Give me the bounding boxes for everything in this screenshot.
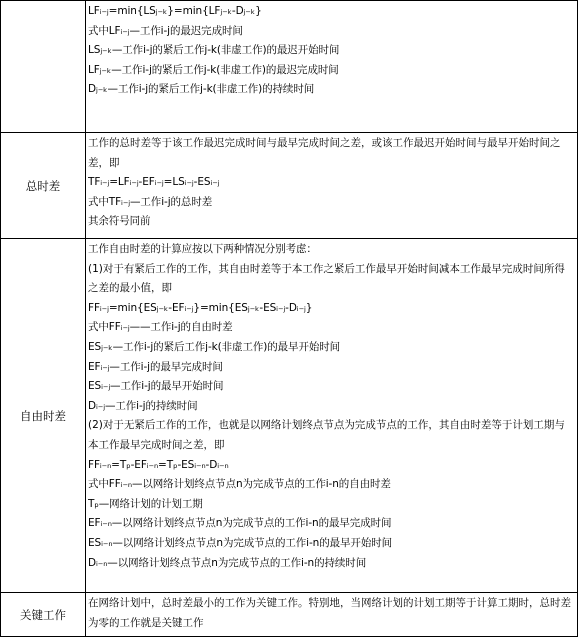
text-line: EFᵢ₋ⱼ—工作i-j的最早完成时间	[88, 360, 223, 373]
description-cell	[86, 1, 578, 133]
text-line: 工作自由时差的计算应按以下两种情况分别考虑：	[88, 243, 317, 255]
term-cell	[1, 1, 86, 133]
text-line: 其余符号同前	[88, 215, 151, 228]
formula-line: TFᵢ₋ⱼ=LFᵢ₋ⱼ-EFᵢ₋ⱼ=LSᵢ₋ⱼ-ESᵢ₋ⱼ	[88, 176, 220, 189]
text-line: Dᵢ₋ₙ—以网络计划终点节点n为完成节点的工作i-n的持续时间	[88, 556, 367, 569]
description-cell	[86, 593, 578, 637]
table-row	[1, 239, 578, 593]
text-line: 式中TFᵢ₋ⱼ—工作i-j的总时差	[88, 195, 213, 208]
term-cell: 关键工作	[1, 593, 86, 637]
description-cell	[86, 239, 578, 593]
text-line: Tₚ—网络计划的计划工期	[88, 497, 203, 510]
text-line: Dⱼ₋ₖ—工作i-j的紧后工作j-k(非虚工作)的持续时间	[88, 83, 315, 96]
formula-line: FFᵢ₋ⱼ=min{ESⱼ₋ₖ-EFᵢ₋ⱼ}=min{ESⱼ₋ₖ-ESᵢ₋ⱼ-Dᵢ₋ⱼ}	[88, 301, 313, 314]
text-line: EFᵢ₋ₙ—以网络计划终点节点n为完成节点的工作i-n的最早完成时间	[88, 517, 392, 530]
text-line: ESᵢ₋ₙ—以网络计划终点节点n为完成节点的工作i-n的最早开始时间	[88, 536, 393, 549]
term-cell: 总时差	[1, 133, 86, 239]
table-row	[1, 133, 578, 239]
formula-line: LFᵢ₋ⱼ=min{LSⱼ₋ₖ}=min{LFⱼ₋ₖ-Dⱼ₋ₖ}	[88, 5, 262, 17]
text-line: ESᵢ₋ⱼ—工作i-j的最早开始时间	[88, 380, 224, 393]
text-line: 式中FFᵢ₋ₙ—以网络计划终点节点n为完成节点的工作i-n的自由时差	[88, 478, 391, 491]
table-row	[1, 1, 578, 133]
text-paragraph: 工作的总时差等于该工作最迟完成时间与最早完成时间之差，或该工作最迟开始时间与最早开始时间之差，即	[88, 137, 561, 169]
text-line: LSⱼ₋ₖ—工作i-j的紧后工作j-k(非虚工作)的最迟开始时间	[88, 44, 340, 57]
text-line: LFⱼ₋ₖ—工作i-j的紧后工作j-k(非虚工作)的最迟完成时间	[88, 63, 339, 76]
text-paragraph: (2)对于无紧后工作的工作，也就是以网络计划终点节点为完成节点的工作，其自由时差等于计划工期与本工作最早完成时间之差，即	[88, 419, 565, 451]
text-line: 式中LFᵢ₋ⱼ—工作i-j的最迟完成时间	[88, 24, 243, 37]
table-row	[1, 593, 578, 637]
text-line: 式中FFᵢ₋ⱼ——工作i-j的自由时差	[88, 321, 233, 334]
formula-line: FFᵢ₋ₙ=Tₚ-EFᵢ₋ₙ=Tₚ-ESᵢ₋ₙ-Dᵢ₋ₙ	[88, 458, 229, 471]
description-cell	[86, 133, 578, 239]
text-paragraph: 在网络计划中，总时差最小的工作为关键工作。特别地，当网络计划的计划工期等于计算工期时，总时差为零的工作就是关键工作	[88, 597, 571, 629]
text-line: Dᵢ₋ⱼ—工作i-j的持续时间	[88, 399, 198, 412]
text-paragraph: (1)对于有紧后工作的工作，其自由时差等于本工作之紧后工作最早开始时间减本工作最早完成时间所得之差的最小值，即	[88, 262, 565, 295]
text-line: ESⱼ₋ₖ—工作i-j的紧后工作j-k(非虚工作)的最早开始时间	[88, 340, 341, 353]
term-cell: 自由时差	[1, 239, 86, 593]
